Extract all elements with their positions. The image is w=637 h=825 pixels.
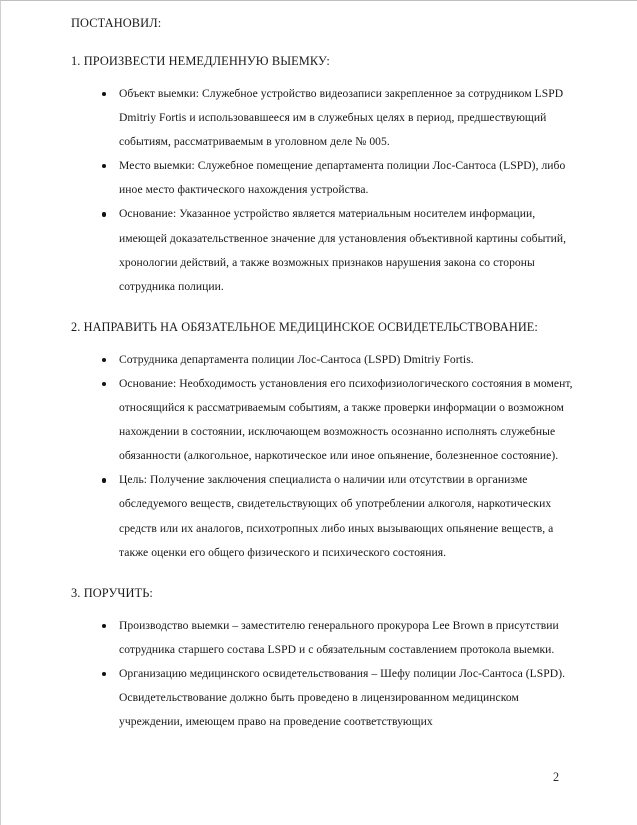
document-body [71, 9, 573, 734]
list-item: Место выемки: Служебное помещение департамента полиции Лос-Сантоса (LSPD), либо иное место фактического нахождения устройства. [71, 154, 573, 202]
list-item: Цель: Получение заключения специалиста о наличии или отсутствии в организме обследуемого веществ, свидетельствующих об употреблении алкоголя, наркотических средств или их аналогов, психотропных либо иных вызывающих опьянение веществ, а также оценки его общего физического и психического состояния. [71, 468, 573, 564]
section-heading-1: 1. ПРОИЗВЕСТИ НЕМЕДЛЕННУЮ ВЫЕМКУ: [71, 54, 330, 68]
section-list-2 [71, 348, 573, 565]
section-list-1 [71, 82, 573, 299]
list-item: Объект выемки: Служебное устройство видеозаписи закрепленное за сотрудником LSPD Dmitriy Fortis и использовавшееся им в служебных целях в период, предшествующий событиям, рассматриваемым в уголовном деле № 005. [71, 82, 573, 154]
page-number: 2 [553, 770, 560, 784]
list-item: Основание: Необходимость установления его психофизиологического состояния в момент, относящийся к рассматриваемым событиям, а также проверки информации о возможном нахождении в состоянии, исключающем возможность осознанно исполнять служебные обязанности (алкогольное, наркотическое или иное опьянение, болезненное состояние). [71, 372, 573, 468]
section-list-3 [71, 614, 573, 734]
list-item: Производство выемки – заместителю генерального прокурора Lee Brown в присутствии сотрудника старшего состава LSPD и с обязательным составлением протокола выемки. [71, 614, 573, 662]
section-heading-3: 3. ПОРУЧИТЬ: [71, 585, 153, 600]
list-item: Сотрудника департамента полиции Лос-Сантоса (LSPD) Dmitriy Fortis. [71, 348, 573, 372]
section-heading-2: 2. НАПРАВИТЬ НА ОБЯЗАТЕЛЬНОЕ МЕДИЦИНСКОЕ ОСВИДЕТЕЛЬСТВОВАНИЕ: [71, 319, 538, 334]
list-item: Основание: Указанное устройство является материальным носителем информации, имеющей доказательственное значение для установления объективной картины событий, хронологии действий, а также возможных признаков нарушения закона со стороны сотрудника полиции. [71, 202, 573, 298]
intro-heading: ПОСТАНОВИЛ: [71, 16, 162, 30]
list-item: Организацию медицинского освидетельствования – Шефу полиции Лос-Сантоса (LSPD). Освидетельствование должно быть проведено в лицензированном медицинском учреждении, имеющем право на проведение соответствующих [71, 662, 573, 734]
